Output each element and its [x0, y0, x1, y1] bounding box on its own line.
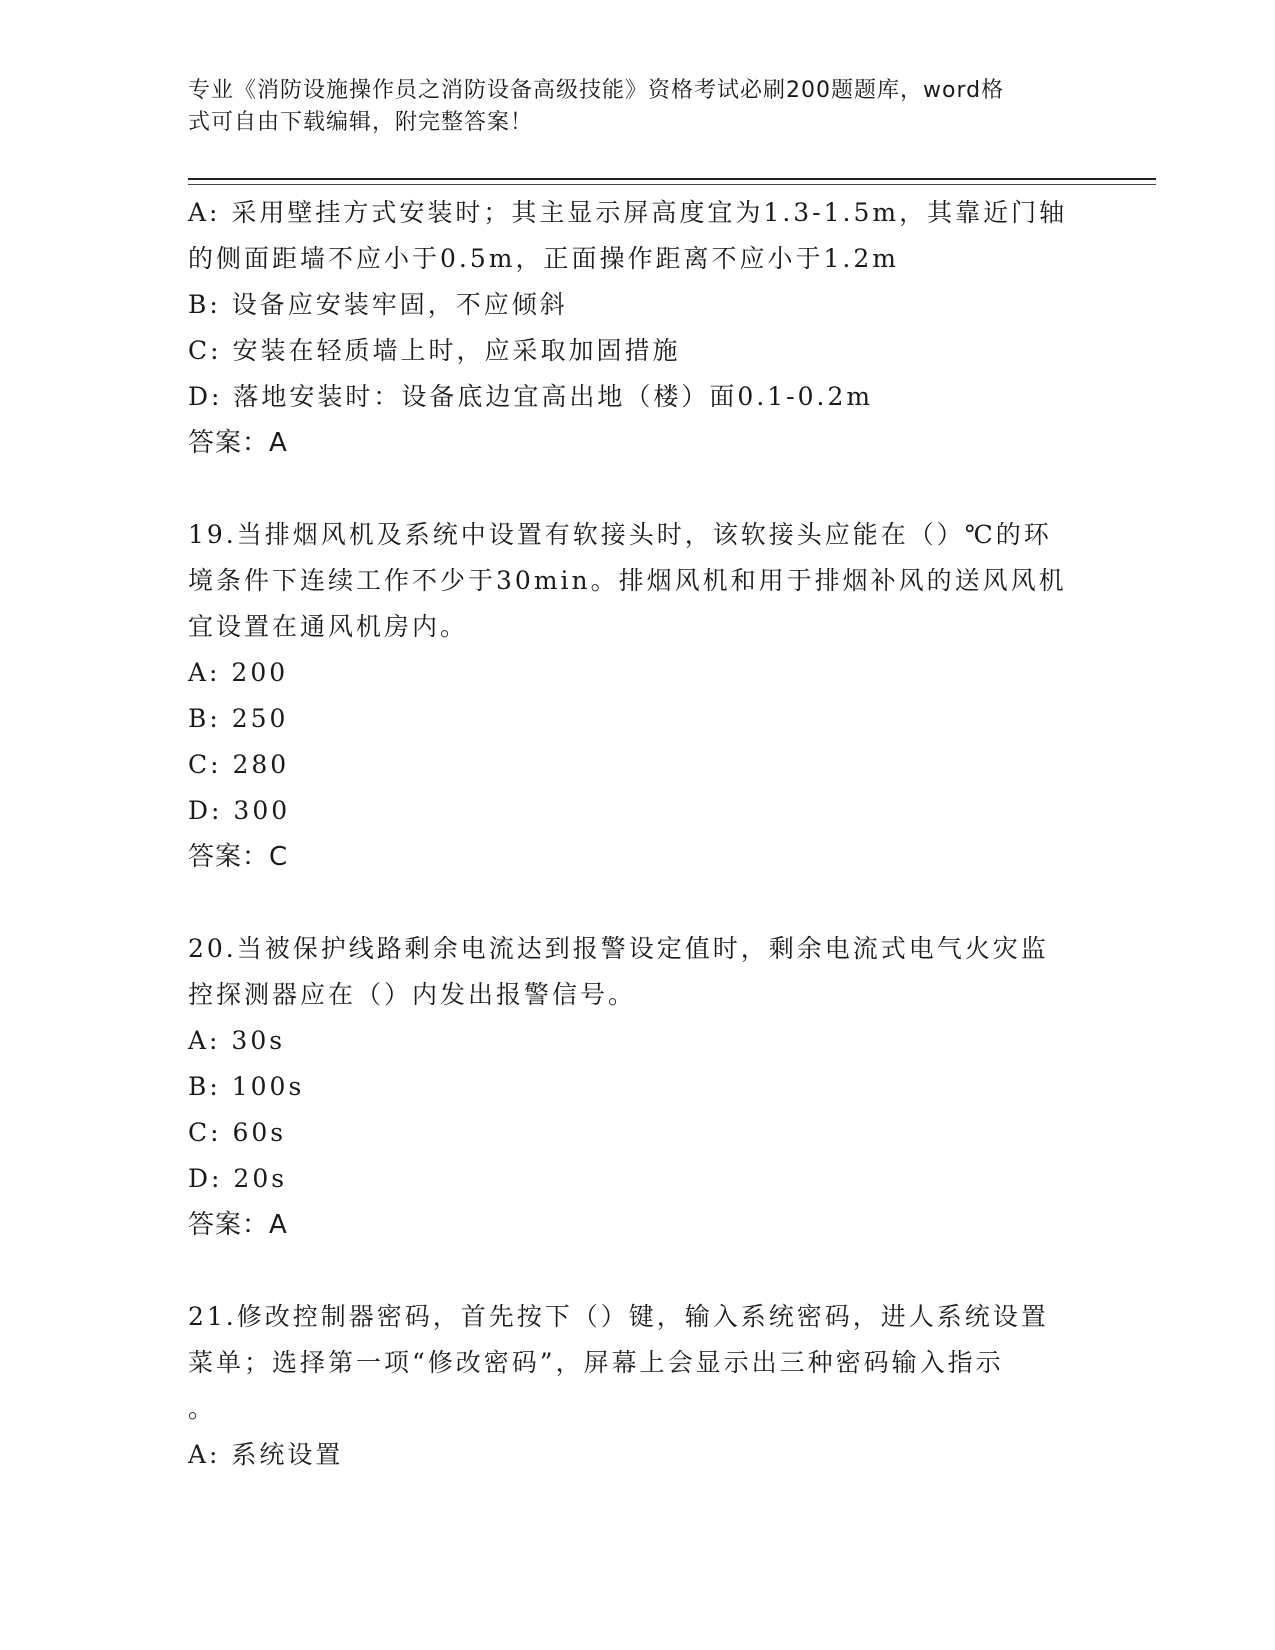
question-stem-line: 19.当排烟风机及系统中设置有软接头时，该软接头应能在（）℃的环 [188, 520, 1052, 549]
question-stem-line: 境条件下连续工作不少于30min。排烟风机和用于排烟补风的送风风机 [188, 566, 1067, 595]
option-b: B: 250 [188, 704, 289, 733]
option-d: D: 300 [188, 796, 291, 825]
header-divider-thick [188, 178, 1156, 180]
question-content [188, 190, 1088, 1478]
header-line-1: 专业《消防设施操作员之消防设备高级技能》资格考试必刷200题题库，word格 [188, 78, 1005, 103]
question-20 [188, 926, 1088, 1248]
option-line: B: 设备应安装牢固，不应倾斜 [188, 290, 568, 319]
option-d: D: 20s [188, 1164, 288, 1193]
option-line: 的侧面距墙不应小于0.5m，正面操作距离不应小于1.2m [188, 244, 899, 273]
header-line-2: 式可自由下载编辑，附完整答案！ [188, 110, 534, 135]
option-b: B: 100s [188, 1072, 305, 1101]
option-line: A: 采用壁挂方式安装时；其主显示屏高度宜为1.3-1.5m，其靠近门轴 [188, 198, 1068, 227]
document-header [188, 75, 1068, 139]
option-a: A: 系统设置 [188, 1440, 344, 1469]
question-stem-line: 控探测器应在（）内发出报警信号。 [188, 980, 637, 1009]
option-c: C: 60s [188, 1118, 287, 1147]
option-line: D: 落地安装时：设备底边宜高出地（楼）面0.1-0.2m [188, 382, 874, 411]
answer-line: 答案：C [188, 842, 289, 872]
question-stem-line: 20.当被保护线路剩余电流达到报警设定值时，剩余电流式电气火灾监 [188, 934, 1049, 963]
option-c: C: 280 [188, 750, 290, 779]
header-divider-thin [188, 184, 1156, 185]
option-line: C: 安装在轻质墙上时，应采取加固措施 [188, 336, 681, 365]
question-stem-line: 宜设置在通风机房内。 [188, 612, 469, 641]
question-19 [188, 512, 1088, 880]
answer-line: 答案：A [188, 428, 288, 458]
option-a: A: 200 [188, 658, 289, 687]
question-stem-line: 。 [188, 1394, 217, 1423]
prev-question-block [188, 190, 1088, 466]
answer-line: 答案：A [188, 1210, 288, 1240]
option-a: A: 30s [188, 1026, 286, 1055]
question-stem-line: 菜单；选择第一项“修改密码”，屏幕上会显示出三种密码输入指示 [188, 1348, 1004, 1377]
question-stem-line: 21.修改控制器密码，首先按下（）键，输入系统密码，进人系统设置 [188, 1302, 1049, 1331]
question-21 [188, 1294, 1088, 1478]
